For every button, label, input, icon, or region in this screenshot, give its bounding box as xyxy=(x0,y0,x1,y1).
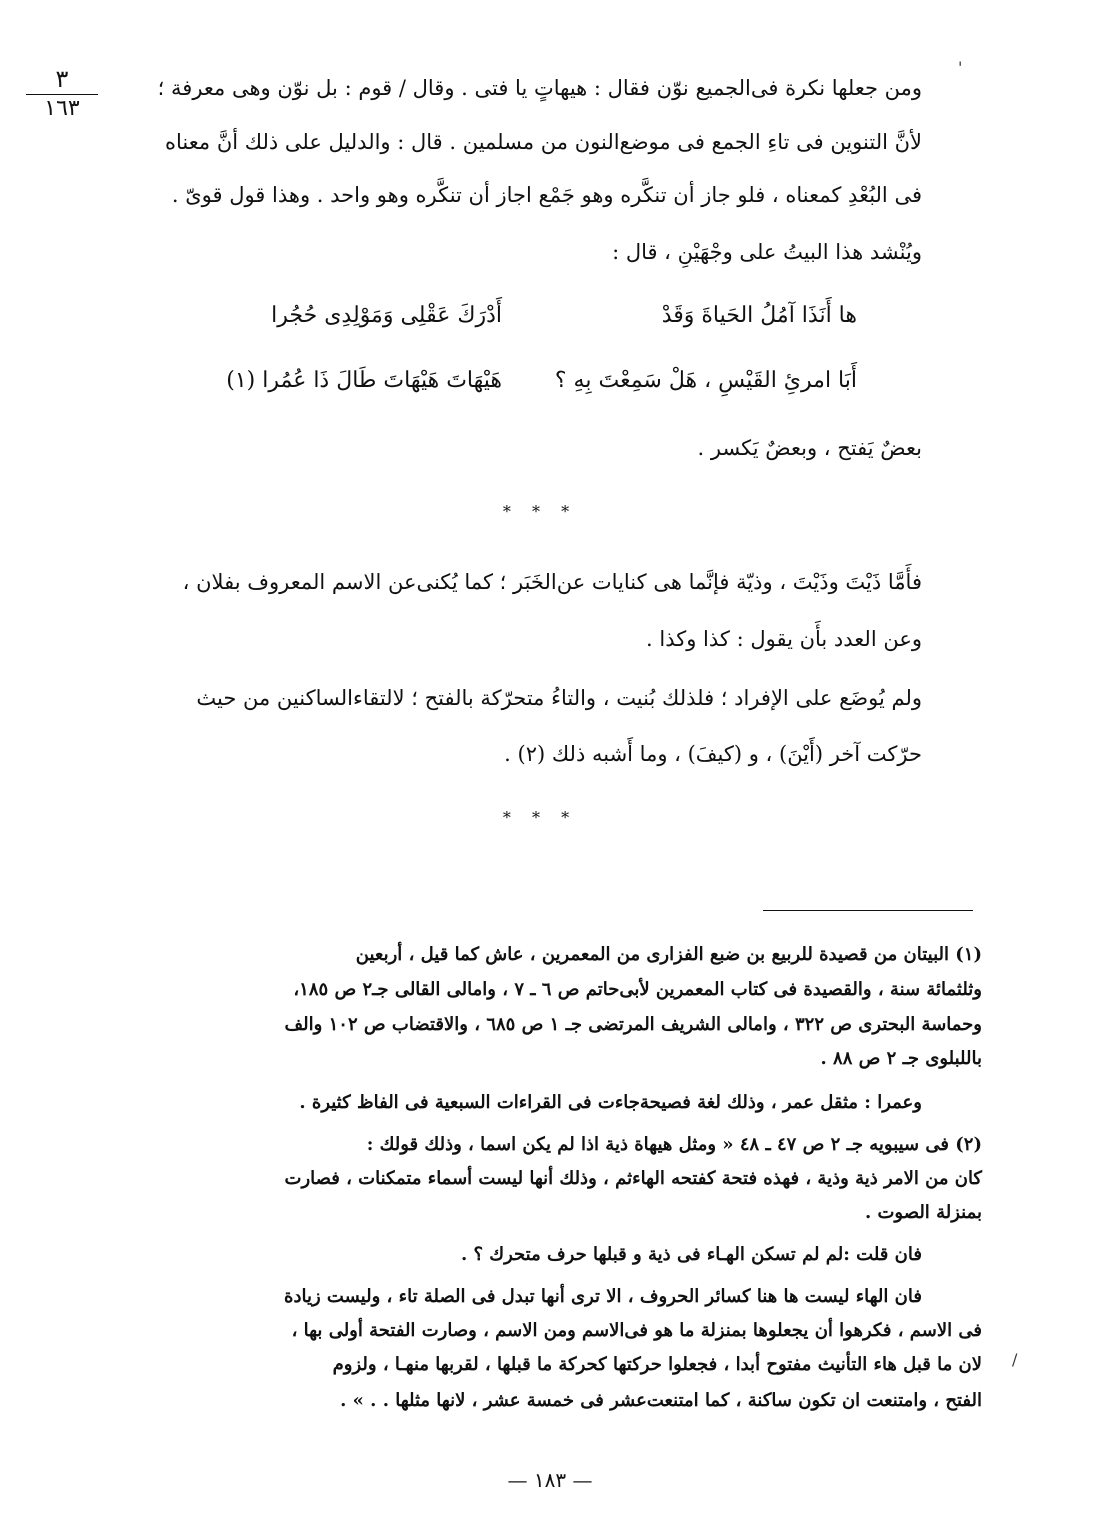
print-mark: / xyxy=(1012,1350,1018,1369)
footnote-2-question: فان قلت :لم لم تسكن الهـاء فى ذية و قبلها حرف متحرك ؟ . xyxy=(460,1244,922,1265)
paragraph-1-line-3: فى البُعْدِ كمعناه ، فلو جاز أن تنكَّره وهو جَمْع اجاز أن تنكَّره وهو واحد . وهذا قول قوىّ . xyxy=(171,183,922,207)
verse-2-hemistich-2: هَيْهَاتَ هَيْهَاتَ طَالَ ذَا عُمُرا (١) xyxy=(226,368,502,393)
verse-1-hemistich-1: ها أَنَذَا آمُلُ الحَياةَ وَقَدْ xyxy=(661,303,857,328)
footnote-2-line-1: (٢) فى سيبويه جـ ٢ ص ٤٧ ـ ٤٨ « ومثل هيهاة ذية اذا لم يكن اسما ، وذلك قولك : xyxy=(366,1134,982,1155)
verse-2-hemistich-1: أَبَا امرئِ القَيْسِ ، هَلْ سَمِعْتَ بِهِ ؟ xyxy=(554,368,857,393)
footnote-2-answer-line-1: فان الهاء ليست ها هنا كسائر الحروف ، الا ترى أنها تبدل فى الصلة تاء ، وليست زيادة xyxy=(284,1286,922,1307)
footnote-2-answer-line-2: فى الاسم ، فكرهوا أن يجعلوها بمنزلة ما هو فى‌الاسم ومن الاسم ، وصارت الفتحة أولى بها ، xyxy=(291,1320,982,1341)
footnote-2-answer-line-4: الفتح ، وامتنعت ان تكون ساكنة ، كما امتنعت‌عشر فى خمسة عشر ، لانها مثلها . . » . xyxy=(340,1390,982,1411)
paragraph-1-line-2: لأنَّ التنوين فى تاءِ الجمع فى موضع‌النون من مسلمين . قال : والدليل على ذلك أنَّ معناه xyxy=(165,130,922,154)
footnote-2-answer-line-3: لان ما قبل هاء التأنيث مفتوح أبدا ، فجعلوا حركتها كحركة ما قبلها ، لقربها منهـا ، ولزوم xyxy=(332,1354,982,1375)
paragraph-5-line-1: ولم يُوضَع على الإفراد ؛ فلذلك بُنيت ، والتاءُ متحرّكة بالفتح ؛ لالتقاء‌الساكنين من حيث xyxy=(196,686,922,710)
margin-page-reference xyxy=(22,66,102,122)
section-separator: * * * xyxy=(502,502,578,521)
footnote-2-line-2: كان من الامر ذية وذية ، فهذه فتحة كفتحه الهاءثم ، وذلك أنها ليست أسماء متمكنات ، فصارت xyxy=(284,1168,982,1189)
footnote-1-line-2: وثلثمائة سنة ، والقصيدة فى كتاب المعمرين لأبى‌حاتم ص ٦ ـ ٧ ، وامالى القالى جـ٢ ص ١٨٥، xyxy=(293,979,982,1000)
margin-ref-volume: ٣ xyxy=(55,65,69,93)
footnote-1-note: وعمرا : مثقل عمر ، وذلك لغة فصيحة‌جاءت فى القراءات السبعية فى الفاظ كثيرة . xyxy=(299,1092,922,1113)
paragraph-2: ويُنْشد هذا البيتُ على وجْهَيْنِ ، قال : xyxy=(612,240,922,264)
print-mark: ' xyxy=(958,58,963,77)
footnote-rule xyxy=(763,910,973,911)
paragraph-5-line-2: حرّكت آخر (أَيْنَ) ، و (كيفَ) ، وما أَشبه ذلك (٢) . xyxy=(504,742,922,766)
page-number: — ١٨٣ — xyxy=(507,1468,593,1492)
paragraph-1-line-1: ومن جعلها نكرة فى‌الجميع نوّن فقال : هيهاتٍ يا فتى . وقال / قوم : بل نوّن وهى معرفة ؛ xyxy=(157,76,922,100)
paragraph-4-line-1: فأَمَّا ذَيْتَ وذَيْتَ ، وذيّة فإنَّما هى كنايات عن‌الخَبَر ؛ كما يُكنى‌عن الاسم المعروف بفلان ، xyxy=(182,570,922,594)
paragraph-4-line-2: وعن العدد بأَن يقول : كذا وكذا . xyxy=(646,627,922,651)
margin-ref-rule xyxy=(26,94,98,95)
paragraph-3: بعضٌ يَفتح ، وبعضٌ يَكسر . xyxy=(697,436,922,460)
section-separator: * * * xyxy=(502,808,578,827)
footnote-1-line-3: وحماسة البحترى ص ٣٢٢ ، وامالى الشريف المرتضى جـ ١ ص ٦٨٥ ، والاقتضاب ص ١٠٢ والف xyxy=(284,1014,982,1035)
footnote-1-line-4: باللبلوى جـ ٢ ص ٨٨ . xyxy=(820,1048,982,1069)
verse-1-hemistich-2: أَدْرَكَ عَقْلِى وَمَوْلِدِى حُجُرا xyxy=(271,303,502,328)
footnote-2-line-3: بمنزلة الصوت . xyxy=(864,1202,982,1223)
margin-ref-page: ١٦٣ xyxy=(44,96,80,122)
footnote-1-line-1: (١) البيتان من قصيدة للربيع بن ضبع الفزارى من المعمرين ، عاش كما قيل ، أربعين xyxy=(355,944,982,965)
